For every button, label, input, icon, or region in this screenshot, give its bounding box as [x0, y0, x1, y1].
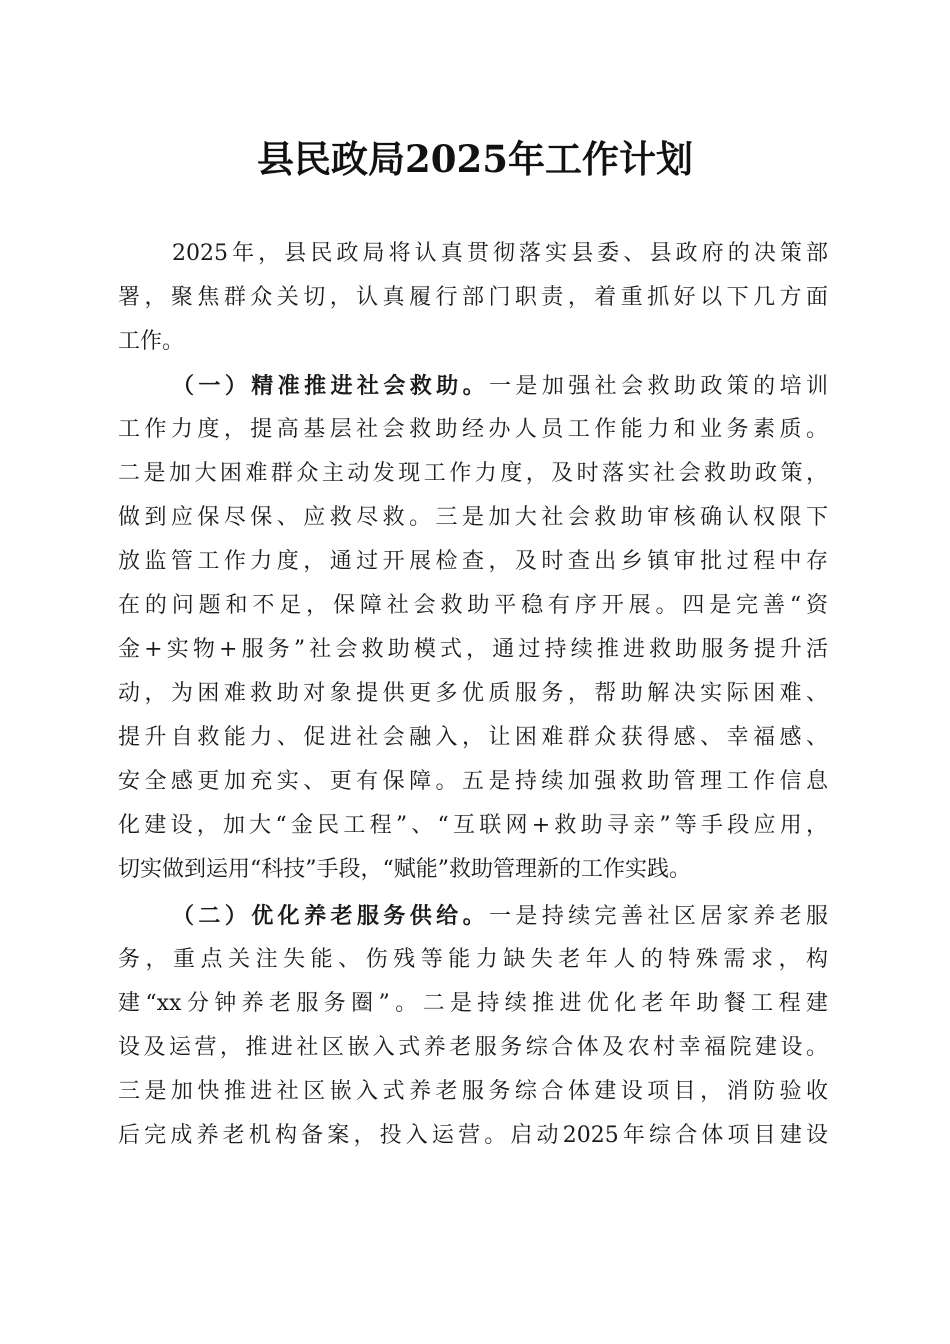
text-line: 工作。 [118, 329, 185, 354]
text-line: 做到应保尽保、应救尽救。三是加大社会救助审核确认权限下 [118, 505, 828, 530]
text-line: 建“xx分钟养老服务圈”。二是持续推进优化老年助餐工程建 [118, 991, 828, 1016]
section-heading: （一）精准推进社会救助。 [172, 373, 489, 399]
text-line: 动，为困难救助对象提供更多优质服务，帮助解决实际困难、 [118, 681, 828, 706]
section-heading-line: （二）优化养老服务供给。一是持续完善社区居家养老服 [172, 903, 828, 929]
section-heading: （二）优化养老服务供给。 [172, 903, 489, 929]
text-line: 化建设，加大“金民工程”、“互联网+救助寻亲”等手段应用， [118, 813, 828, 838]
text-line: 署，聚焦群众关切，认真履行部门职责，着重抓好以下几方面 [118, 285, 828, 310]
text-line: 三是加快推进社区嵌入式养老服务综合体建设项目，消防验收 [118, 1079, 828, 1104]
text-line: 金+实物+服务”社会救助模式，通过持续推进救助服务提升活 [118, 637, 828, 662]
text-line: 设及运营，推进社区嵌入式养老服务综合体及农村幸福院建设。 [118, 1035, 828, 1060]
text-line: 务，重点关注失能、伤残等能力缺失老年人的特殊需求，构 [118, 947, 828, 972]
text-line: 二是加大困难群众主动发现工作力度，及时落实社会救助政策， [118, 461, 828, 486]
text-line: 切实做到运用“科技”手段，“赋能”救助管理新的工作实践。 [118, 857, 691, 882]
text-line: 工作力度，提高基层社会救助经办人员工作能力和业务素质。 [118, 417, 828, 442]
text-line: 安全感更加充实、更有保障。五是持续加强救助管理工作信息 [118, 769, 828, 794]
text-line: 提升自救能力、促进社会融入，让困难群众获得感、幸福感、 [118, 725, 828, 750]
text-line: 2025年，县民政局将认真贯彻落实县委、县政府的决策部 [172, 241, 828, 266]
text-line: 后完成养老机构备案，投入运营。启动2025年综合体项目建设 [118, 1123, 828, 1148]
text-line: 在的问题和不足，保障社会救助平稳有序开展。四是完善“资 [118, 593, 828, 618]
text-line: 放监管工作力度，通过开展检查，及时查出乡镇审批过程中存 [118, 549, 828, 574]
section-heading-line: （一）精准推进社会救助。一是加强社会救助政策的培训 [172, 373, 828, 399]
document-title: 县民政局2025年工作计划 [257, 137, 693, 181]
